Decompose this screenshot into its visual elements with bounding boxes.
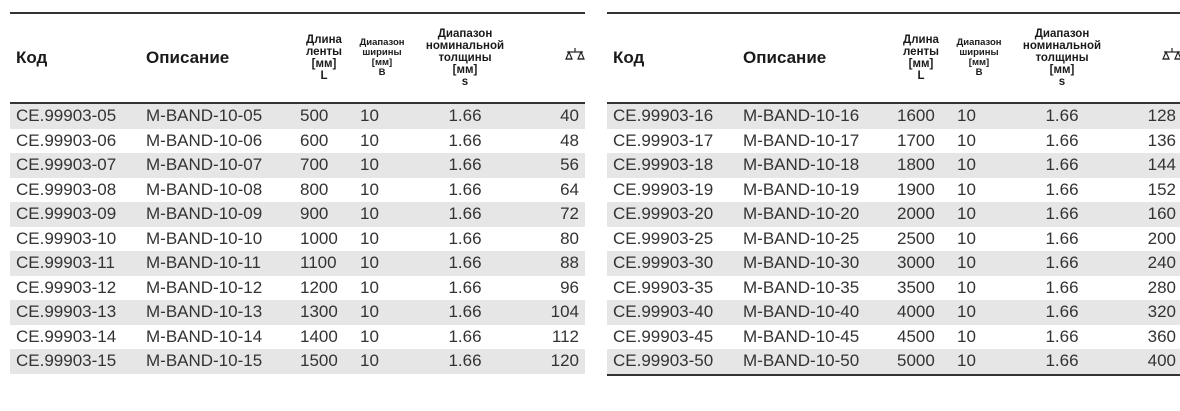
cell-length: 4500 (891, 325, 951, 350)
scale-icon (565, 52, 585, 69)
header-width-line: [мм] (371, 57, 393, 68)
cell-width: 10 (354, 349, 410, 374)
cell-weight: 160 (1117, 202, 1180, 227)
cell-weight: 144 (1117, 153, 1180, 178)
cell-weight: 120 (520, 349, 585, 374)
header-length (294, 13, 354, 103)
cell-weight: 88 (520, 251, 585, 276)
header-thickness-line: Диапазон (1034, 27, 1090, 40)
cell-width: 10 (951, 251, 1007, 276)
cell-weight: 200 (1117, 227, 1180, 252)
cell-description: M-BAND-10-19 (737, 178, 891, 203)
cell-description: M-BAND-10-09 (140, 202, 294, 227)
table-row (10, 103, 585, 129)
cell-width: 10 (354, 153, 410, 178)
cell-thickness: 1.66 (410, 276, 520, 301)
header-thickness-line: номинальной (1022, 39, 1102, 52)
cell-description: M-BAND-10-40 (737, 300, 891, 325)
cell-length: 900 (294, 202, 354, 227)
table-row (10, 300, 585, 325)
cell-weight: 40 (520, 103, 585, 129)
header-length-line: L (320, 70, 328, 83)
table-row (607, 153, 1180, 178)
cell-thickness: 1.66 (410, 202, 520, 227)
cell-thickness: 1.66 (410, 178, 520, 203)
cell-description: M-BAND-10-10 (140, 227, 294, 252)
header-thickness (410, 13, 520, 103)
cell-description: M-BAND-10-50 (737, 349, 891, 375)
header-width-line: [мм] (968, 57, 990, 68)
cell-thickness: 1.66 (410, 153, 520, 178)
cell-weight: 280 (1117, 276, 1180, 301)
header-thickness-line: [мм] (1049, 64, 1075, 77)
cell-thickness: 1.66 (410, 103, 520, 129)
cell-code: CE.99903-35 (607, 276, 737, 301)
cell-length: 1900 (891, 178, 951, 203)
cell-width: 10 (354, 251, 410, 276)
cell-thickness: 1.66 (1007, 202, 1117, 227)
cell-code: CE.99903-05 (10, 103, 140, 129)
cell-width: 10 (951, 349, 1007, 375)
cell-width: 10 (951, 129, 1007, 154)
cell-weight: 80 (520, 227, 585, 252)
cell-thickness: 1.66 (1007, 276, 1117, 301)
cell-thickness: 1.66 (1007, 227, 1117, 252)
cell-thickness: 1.66 (410, 251, 520, 276)
cell-code: CE.99903-07 (10, 153, 140, 178)
cell-weight: 360 (1117, 325, 1180, 350)
table-header-row (10, 13, 585, 103)
header-code: Код (10, 13, 140, 103)
cell-description: M-BAND-10-12 (140, 276, 294, 301)
cell-length: 1500 (294, 349, 354, 374)
header-width-line: B (378, 66, 386, 78)
cell-description: M-BAND-10-45 (737, 325, 891, 350)
cell-code: CE.99903-09 (10, 202, 140, 227)
cell-thickness: 1.66 (410, 300, 520, 325)
table-row (10, 129, 585, 154)
cell-weight: 400 (1117, 349, 1180, 375)
cell-weight: 64 (520, 178, 585, 203)
header-width-line: ширины (959, 47, 999, 59)
cell-code: CE.99903-45 (607, 325, 737, 350)
product-table-left (10, 12, 585, 374)
cell-code: CE.99903-50 (607, 349, 737, 375)
table-row (10, 153, 585, 178)
cell-weight: 240 (1117, 251, 1180, 276)
header-code: Код (607, 13, 737, 103)
cell-weight: 152 (1117, 178, 1180, 203)
cell-thickness: 1.66 (410, 227, 520, 252)
cell-weight: 104 (520, 300, 585, 325)
cell-code: CE.99903-13 (10, 300, 140, 325)
cell-thickness: 1.66 (1007, 325, 1117, 350)
cell-description: M-BAND-10-35 (737, 276, 891, 301)
header-thickness-line: [мм] (452, 64, 478, 77)
cell-code: CE.99903-16 (607, 103, 737, 129)
cell-length: 2500 (891, 227, 951, 252)
cell-length: 800 (294, 178, 354, 203)
header-width-line: B (975, 66, 983, 78)
cell-width: 10 (354, 300, 410, 325)
cell-width: 10 (354, 276, 410, 301)
table-row (10, 276, 585, 301)
cell-description: M-BAND-10-25 (737, 227, 891, 252)
cell-thickness: 1.66 (1007, 251, 1117, 276)
header-description: Описание (140, 13, 294, 103)
cell-weight: 56 (520, 153, 585, 178)
cell-thickness: 1.66 (1007, 129, 1117, 154)
cell-width: 10 (951, 227, 1007, 252)
cell-length: 2000 (891, 202, 951, 227)
cell-width: 10 (951, 178, 1007, 203)
cell-code: CE.99903-14 (10, 325, 140, 350)
header-length-line: Длина (903, 33, 939, 46)
cell-code: CE.99903-30 (607, 251, 737, 276)
table-row (607, 227, 1180, 252)
table-row (10, 178, 585, 203)
cell-code: CE.99903-20 (607, 202, 737, 227)
cell-description: M-BAND-10-20 (737, 202, 891, 227)
table-row (10, 349, 585, 374)
cell-length: 1300 (294, 300, 354, 325)
table-row (607, 202, 1180, 227)
table-row (607, 300, 1180, 325)
cell-length: 1100 (294, 251, 354, 276)
cell-thickness: 1.66 (1007, 349, 1117, 375)
cell-width: 10 (354, 202, 410, 227)
header-width-line: ширины (362, 47, 402, 59)
cell-length: 4000 (891, 300, 951, 325)
header-length-line: [мм] (311, 58, 337, 70)
cell-length: 1600 (891, 103, 951, 129)
cell-length: 700 (294, 153, 354, 178)
header-thickness (1007, 13, 1117, 103)
cell-code: CE.99903-25 (607, 227, 737, 252)
cell-thickness: 1.66 (1007, 178, 1117, 203)
cell-width: 10 (354, 178, 410, 203)
cell-length: 1700 (891, 129, 951, 154)
cell-code: CE.99903-40 (607, 300, 737, 325)
cell-width: 10 (951, 300, 1007, 325)
table-header-row (607, 13, 1180, 103)
cell-weight: 128 (1117, 103, 1180, 129)
cell-length: 600 (294, 129, 354, 154)
header-thickness-line: s (461, 76, 469, 89)
cell-thickness: 1.66 (1007, 300, 1117, 325)
scale-icon (1162, 52, 1180, 69)
header-width (354, 13, 410, 103)
cell-description: M-BAND-10-30 (737, 251, 891, 276)
header-length-line: ленты (306, 45, 342, 58)
cell-description: M-BAND-10-13 (140, 300, 294, 325)
product-table-right (607, 12, 1180, 376)
cell-code: CE.99903-15 (10, 349, 140, 374)
cell-description: M-BAND-10-08 (140, 178, 294, 203)
cell-thickness: 1.66 (1007, 103, 1117, 129)
cell-description: M-BAND-10-18 (737, 153, 891, 178)
cell-width: 10 (354, 103, 410, 129)
cell-description: M-BAND-10-17 (737, 129, 891, 154)
cell-length: 1800 (891, 153, 951, 178)
header-thickness-line: s (1058, 76, 1066, 89)
cell-code: CE.99903-12 (10, 276, 140, 301)
header-thickness-line: толщины (1035, 51, 1089, 64)
cell-thickness: 1.66 (410, 129, 520, 154)
cell-thickness: 1.66 (1007, 153, 1117, 178)
header-description: Описание (737, 13, 891, 103)
cell-code: CE.99903-17 (607, 129, 737, 154)
header-thickness-line: номинальной (425, 39, 505, 52)
cell-width: 10 (354, 129, 410, 154)
cell-code: CE.99903-11 (10, 251, 140, 276)
cell-description: M-BAND-10-11 (140, 251, 294, 276)
table-row (10, 325, 585, 350)
header-weight (520, 13, 585, 103)
cell-code: CE.99903-10 (10, 227, 140, 252)
table-row (10, 227, 585, 252)
cell-description: M-BAND-10-16 (737, 103, 891, 129)
header-length-line: [мм] (908, 58, 934, 70)
cell-width: 10 (354, 325, 410, 350)
table-row (607, 103, 1180, 129)
cell-width: 10 (951, 325, 1007, 350)
cell-length: 1400 (294, 325, 354, 350)
table-row (607, 349, 1180, 375)
cell-length: 1000 (294, 227, 354, 252)
cell-code: CE.99903-06 (10, 129, 140, 154)
cell-length: 500 (294, 103, 354, 129)
header-length-line: Длина (306, 33, 342, 46)
cell-thickness: 1.66 (410, 325, 520, 350)
cell-width: 10 (951, 276, 1007, 301)
table-row (10, 202, 585, 227)
cell-weight: 112 (520, 325, 585, 350)
cell-weight: 72 (520, 202, 585, 227)
cell-width: 10 (951, 202, 1007, 227)
cell-length: 1200 (294, 276, 354, 301)
cell-description: M-BAND-10-15 (140, 349, 294, 374)
header-weight (1117, 13, 1180, 103)
cell-code: CE.99903-18 (607, 153, 737, 178)
cell-weight: 96 (520, 276, 585, 301)
cell-weight: 320 (1117, 300, 1180, 325)
header-thickness-line: толщины (438, 51, 492, 64)
header-width-line: Диапазон (956, 37, 1002, 49)
cell-length: 3500 (891, 276, 951, 301)
cell-code: CE.99903-08 (10, 178, 140, 203)
cell-description: M-BAND-10-06 (140, 129, 294, 154)
cell-width: 10 (951, 153, 1007, 178)
table-row (10, 251, 585, 276)
cell-width: 10 (354, 227, 410, 252)
cell-description: M-BAND-10-07 (140, 153, 294, 178)
cell-description: M-BAND-10-05 (140, 103, 294, 129)
cell-length: 5000 (891, 349, 951, 375)
table-row (607, 325, 1180, 350)
cell-thickness: 1.66 (410, 349, 520, 374)
cell-width: 10 (951, 103, 1007, 129)
table-row (607, 178, 1180, 203)
header-thickness-line: Диапазон (437, 27, 493, 40)
header-length-line: ленты (903, 45, 939, 58)
cell-weight: 48 (520, 129, 585, 154)
header-length (891, 13, 951, 103)
header-width (951, 13, 1007, 103)
table-row (607, 276, 1180, 301)
table-row (607, 129, 1180, 154)
header-width-line: Диапазон (359, 37, 405, 49)
header-length-line: L (917, 70, 925, 83)
table-row (607, 251, 1180, 276)
cell-description: M-BAND-10-14 (140, 325, 294, 350)
cell-weight: 136 (1117, 129, 1180, 154)
cell-code: CE.99903-19 (607, 178, 737, 203)
cell-length: 3000 (891, 251, 951, 276)
